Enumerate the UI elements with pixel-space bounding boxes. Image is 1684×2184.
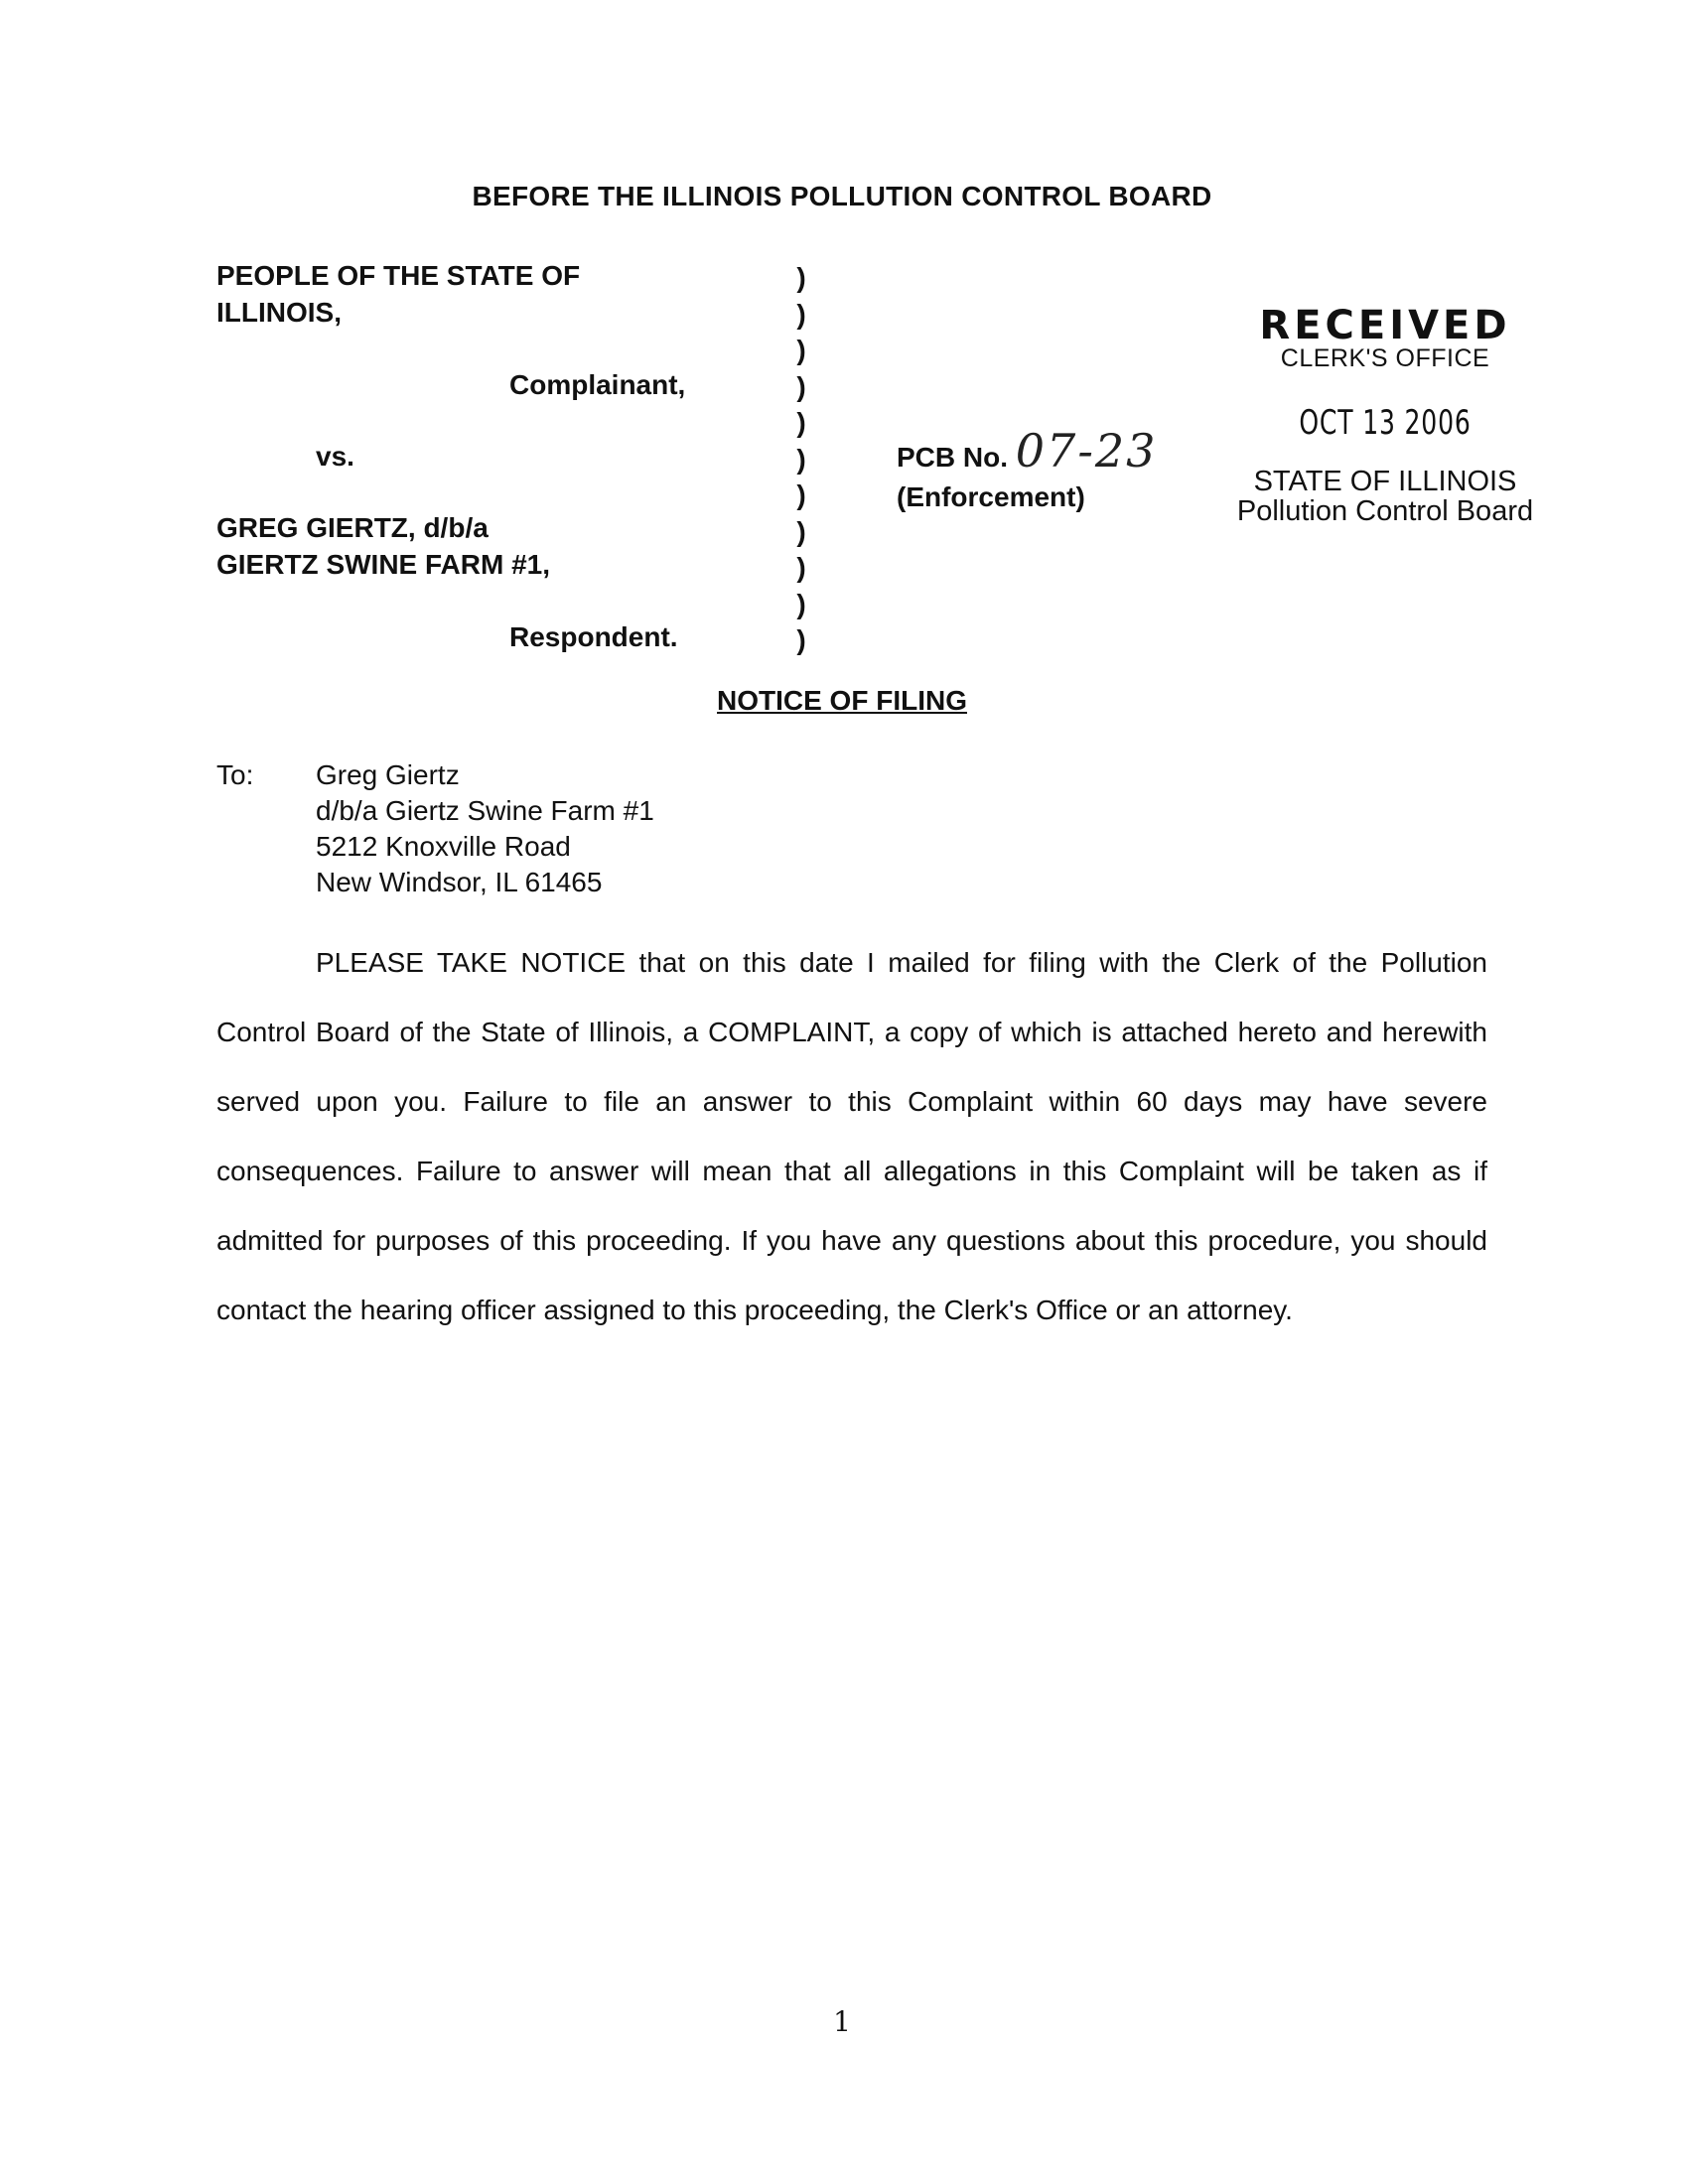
caption-paren: ) [796,479,806,510]
caption-paren: ) [796,443,806,475]
pcb-label: PCB No. [897,442,1008,473]
caption-paren: ) [796,552,806,583]
caption-paren: ) [796,370,806,402]
address-block [316,757,654,900]
caption-paren: ) [796,298,806,330]
pcb-number-handwritten: 07-23 [1015,424,1158,478]
document-title: BEFORE THE ILLINOIS POLLUTION CONTROL BOARD [472,181,1212,211]
respondent-line-2: GIERTZ SWINE FARM #1, [216,549,551,580]
caption-paren: ) [796,407,806,438]
caption-paren: ) [796,335,806,365]
stamp-board: Pollution Control Board [1236,495,1534,527]
caption-paren: ) [796,624,806,655]
plaintiff-line-1: PEOPLE OF THE STATE OF [216,260,581,291]
page-number: 1 [833,2005,851,2038]
case-type: (Enforcement) [897,481,1085,512]
case-number-block [897,424,1158,517]
address-line: New Windsor, IL 61465 [316,867,603,897]
respondent-label: Respondent. [509,621,678,652]
stamp-received: RECEIVED [1259,303,1511,348]
address-line: Greg Giertz [316,759,460,790]
respondent-line-1: GREG GIERTZ, d/b/a [216,512,489,543]
caption-parentheses [791,260,811,659]
notice-title-text: NOTICE OF FILING [717,685,967,716]
address-line: 5212 Knoxville Road [316,831,571,862]
versus-label: vs. [316,441,354,472]
caption-paren: ) [796,262,806,293]
to-label: To: [216,759,254,790]
notice-title [0,685,1684,717]
stamp-date: OCT 13 2006 [1299,403,1472,443]
stamp-state: STATE OF ILLINOIS [1253,466,1517,497]
address-line: d/b/a Giertz Swine Farm #1 [316,795,654,826]
notice-body: PLEASE TAKE NOTICE that on this date I mailed for filing with the Clerk of the Pollution Control Board of the State of Illinois, a COMPLAINT, a copy of which is attached hereto and herewith served upon you. Failure to file an answer to this Complaint within 60 days may have severe consequences. Failure to answer will mean that all allegations in this Complaint will be taken as if admitted for purposes of this proceeding. If you have any questions about this procedure, you should contact the hearing officer assigned to this proceeding, the Clerk's Office or an attorney. [216,947,1487,1325]
caption-paren: ) [796,588,806,619]
received-stamp [1221,303,1549,527]
caption-paren: ) [796,515,806,547]
plaintiff-line-2: ILLINOIS, [216,297,342,328]
complainant-label: Complainant, [509,369,686,400]
stamp-office: CLERK'S OFFICE [1280,344,1490,372]
